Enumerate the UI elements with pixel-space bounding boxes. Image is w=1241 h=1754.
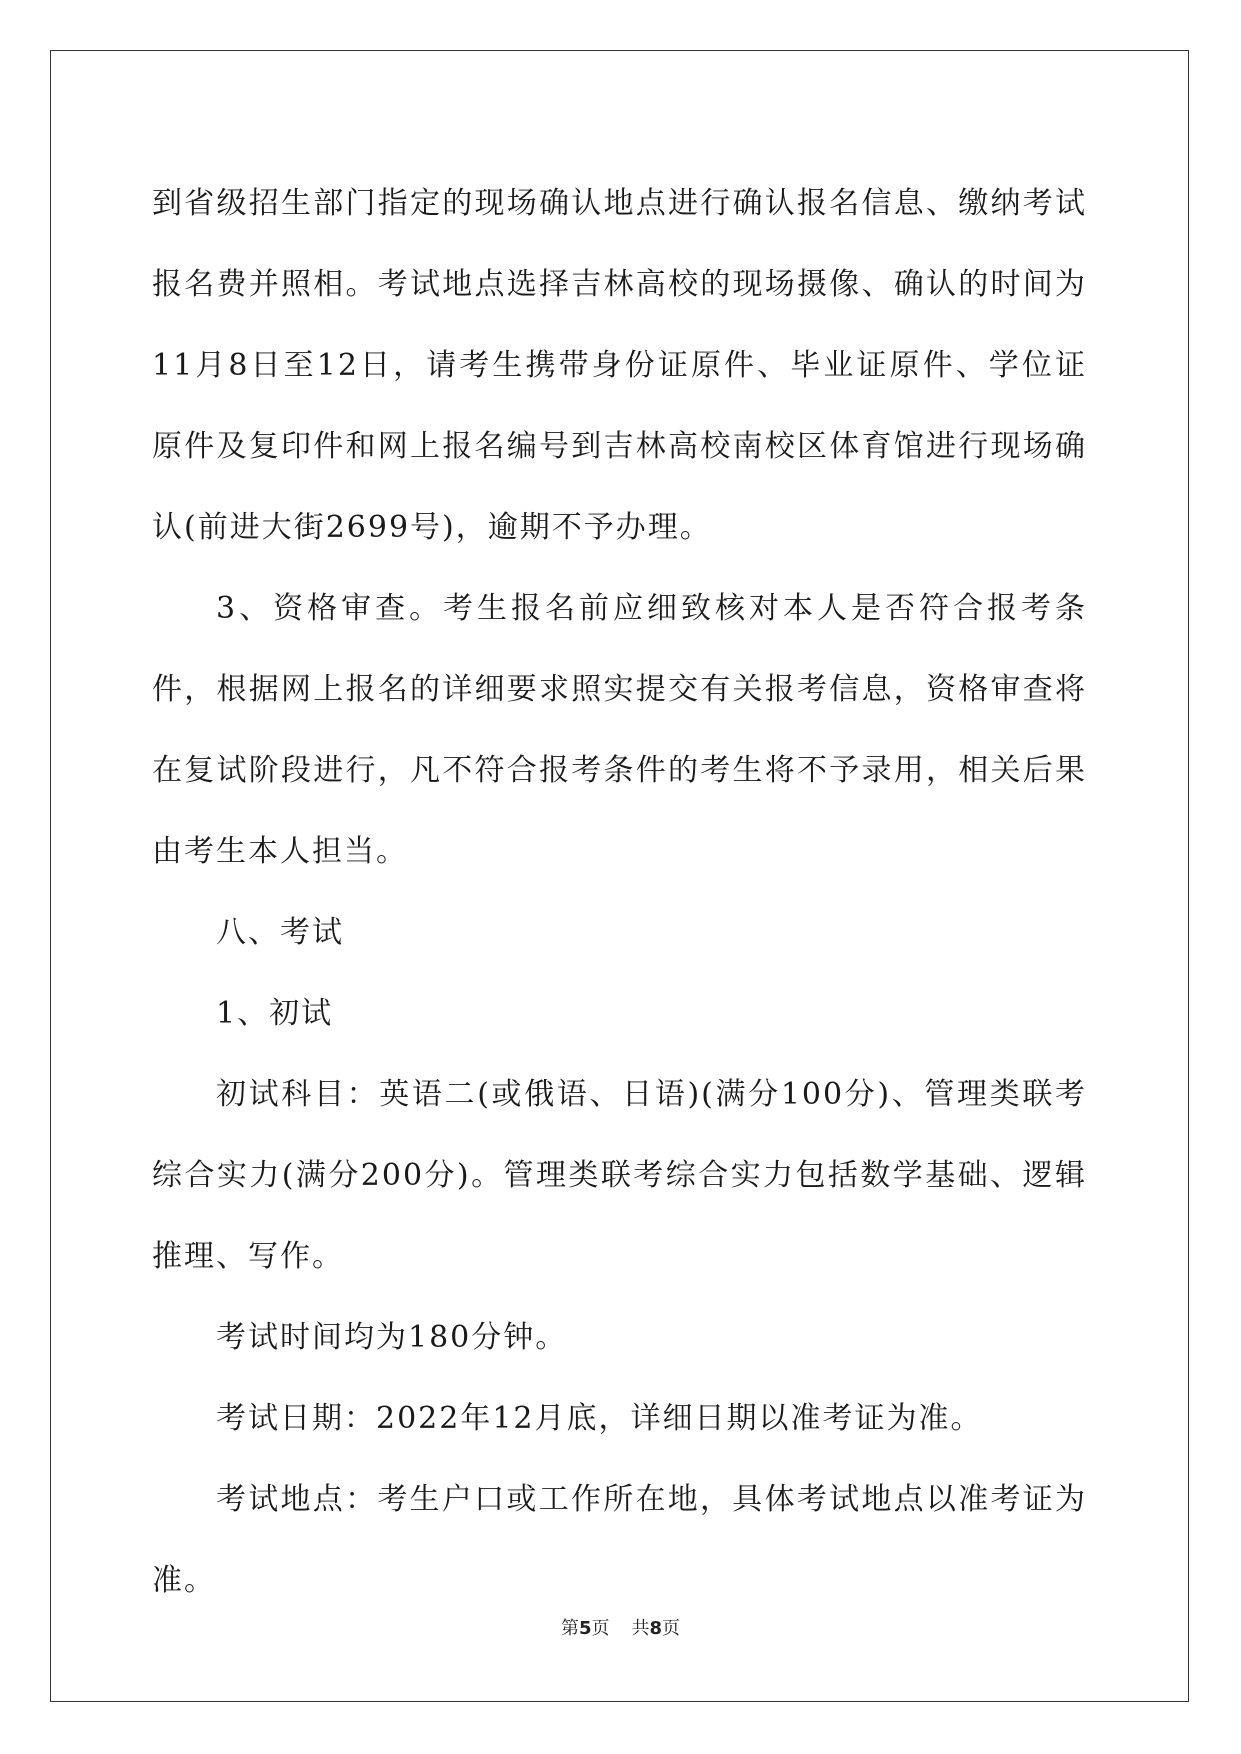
paragraph-exam-duration: 考试时间均为180分钟。 — [216, 1320, 568, 1355]
current-page-number: 5 — [578, 1618, 592, 1639]
paragraph-qualification-review: 3、资格审查。考生报名前应细致核对本人是否符合报考条件，根据网上报名的详细要求照实提交有关报考信息，资格审查将在复试阶段进行，凡不符合报考条件的考生将不予录用，相关后果由考生本人担当。 — [152, 591, 1087, 869]
page-footer — [0, 1614, 1241, 1640]
document-body — [152, 163, 1087, 1621]
total-page-count: 8 — [649, 1618, 663, 1639]
section-heading-exam: 八、考试 — [216, 915, 344, 950]
paragraph-exam-subjects: 初试科目：英语二(或俄语、日语)(满分100分)、管理类联考综合实力(满分200分)。管理类联考综合实力包括数学基础、逻辑推理、写作。 — [152, 1077, 1087, 1274]
subsection-heading-preliminary: 1、初试 — [216, 996, 334, 1031]
page-number-label: 第5页 — [560, 1618, 610, 1639]
paragraph-exam-location: 考试地点：考生户口或工作所在地，具体考试地点以准考证为准。 — [152, 1482, 1087, 1598]
paragraph-exam-date: 考试日期：2022年12月底，详细日期以准考证为准。 — [216, 1401, 983, 1436]
paragraph-confirmation: 到省级招生部门指定的现场确认地点进行确认报名信息、缴纳考试报名费并照相。考试地点选择吉林高校的现场摄像、确认的时间为11月8日至12日，请考生携带身份证原件、毕业证原件、学位证原件及复印件和网上报名编号到吉林高校南校区体育馆进行现场确认(前进大街2699号)，逾期不予办理。 — [152, 186, 1087, 545]
total-pages-label: 共8页 — [631, 1618, 681, 1639]
